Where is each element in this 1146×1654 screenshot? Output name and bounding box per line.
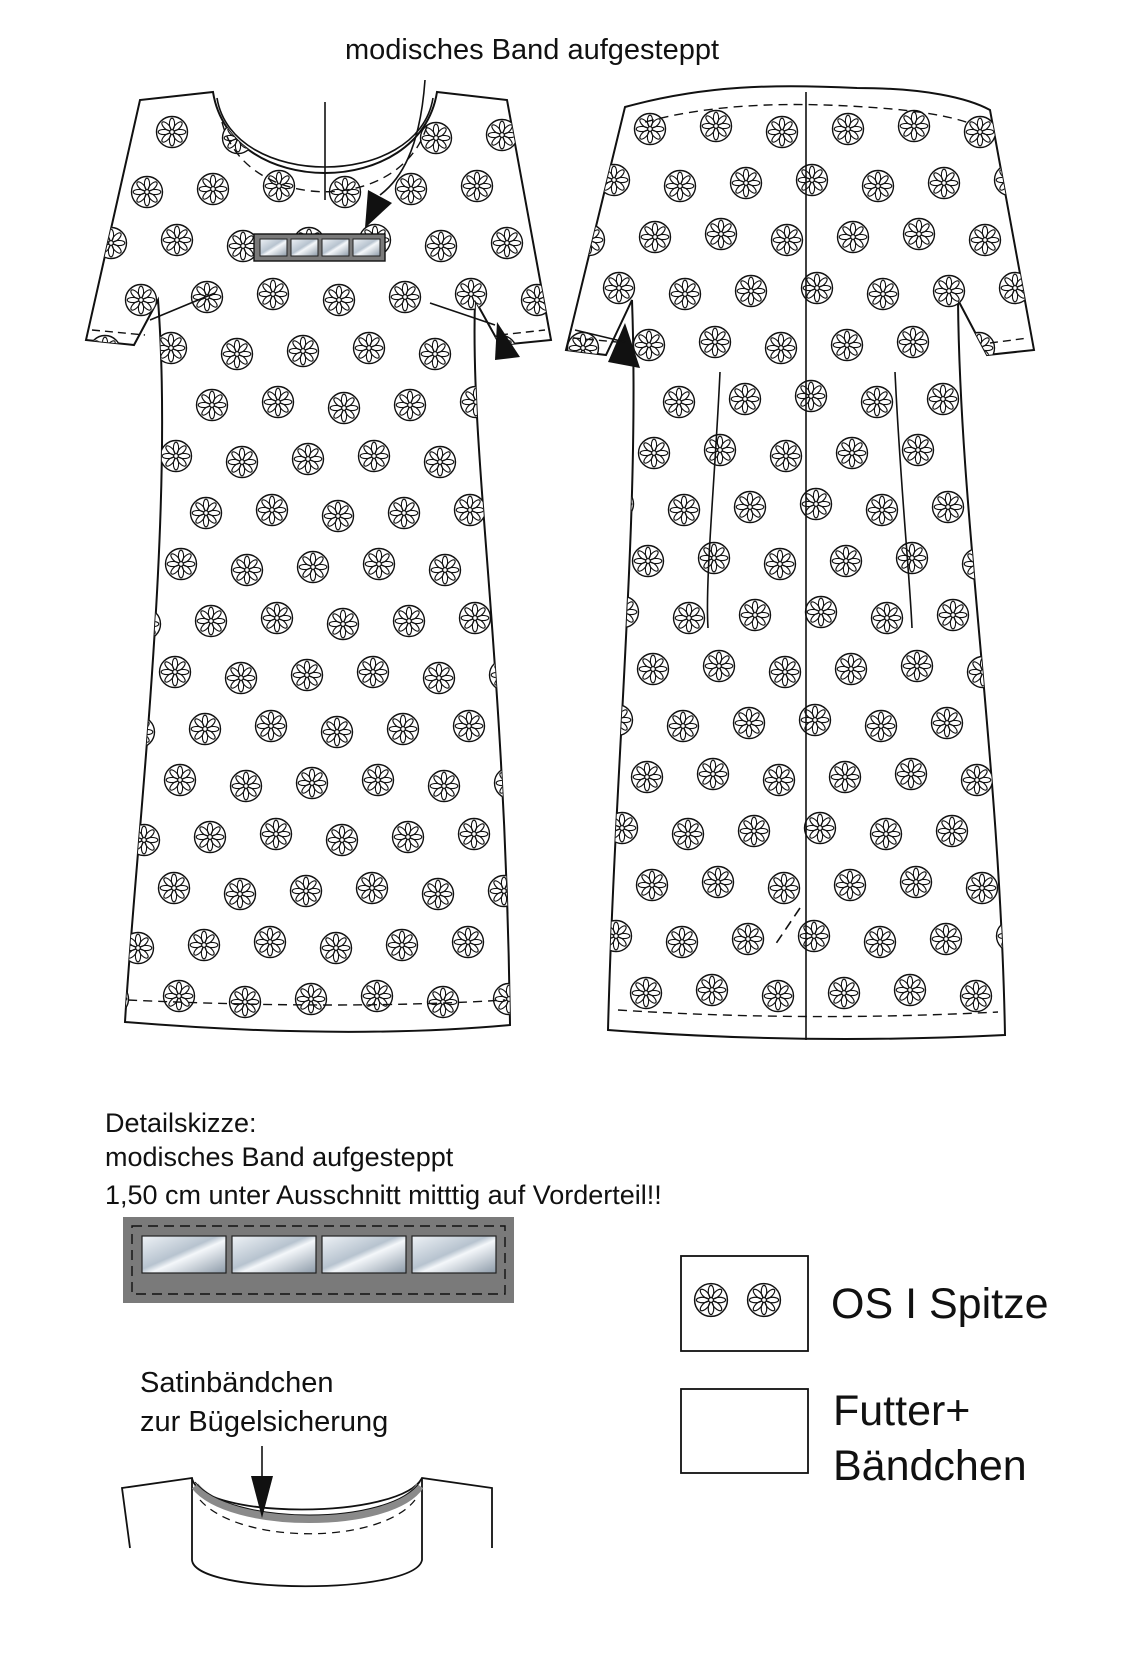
lace-flower-icon	[569, 117, 600, 148]
lace-flower-icon	[770, 657, 801, 688]
lace-flower-icon	[195, 822, 226, 853]
lace-flower-icon	[396, 174, 427, 205]
lace-flower-icon	[125, 501, 156, 532]
lace-flower-icon	[964, 333, 995, 364]
lace-flower-icon	[736, 276, 767, 307]
lace-flower-icon	[603, 489, 634, 520]
lace-flower-icon	[704, 651, 735, 682]
lace-flower-icon	[868, 279, 899, 310]
detail-line-3: 1,50 cm unter Ausschnitt mitttig auf Vorderteil!!	[105, 1180, 662, 1210]
lace-flower-icon	[165, 765, 196, 796]
lace-flower-icon	[298, 552, 329, 583]
lace-flower-icon	[225, 879, 256, 910]
lace-flower-icon	[829, 978, 860, 1009]
lace-flower-icon	[573, 441, 604, 472]
lace-flower-icon	[904, 219, 935, 250]
lace-flower-icon	[739, 816, 770, 847]
lace-flower-icon	[769, 873, 800, 904]
lace-flower-icon	[389, 498, 420, 529]
lace-flower-icon	[230, 987, 261, 1018]
lace-flower-icon	[525, 825, 556, 856]
lace-flower-icon	[734, 708, 765, 739]
lace-flower-icon	[706, 219, 737, 250]
lace-flower-icon	[832, 330, 863, 361]
lace-flower-icon	[161, 441, 192, 472]
lace-flower-icon	[931, 924, 962, 955]
lace-flower-icon	[256, 711, 287, 742]
lace-flower-icon	[601, 921, 632, 952]
lace-flower-icon	[667, 927, 698, 958]
lace-flower-icon	[429, 771, 460, 802]
lace-flower-icon	[197, 390, 228, 421]
lace-flower-icon	[292, 660, 323, 691]
lace-flower-icon	[522, 285, 553, 316]
lace-flower-icon	[962, 765, 993, 796]
lace-flower-icon	[420, 339, 451, 370]
lace-flower-icon	[565, 981, 596, 1012]
lace-flower-icon	[634, 330, 665, 361]
lace-flower-icon	[1004, 597, 1035, 628]
lace-flower-icon	[799, 921, 830, 952]
lace-flower-icon	[291, 876, 322, 907]
lace-flower-icon	[328, 609, 359, 640]
lace-flower-icon	[607, 813, 638, 844]
lace-flower-icon	[196, 606, 227, 637]
lace-flower-icon	[699, 543, 730, 574]
lace-flower-icon	[262, 603, 293, 634]
lace-flower-icon	[938, 600, 969, 631]
lace-flower-icon	[631, 978, 662, 1009]
lace-flower-icon	[730, 384, 761, 415]
lace-flower-icon	[324, 285, 355, 316]
lace-flower-icon	[297, 768, 328, 799]
lace-flower-icon	[160, 657, 191, 688]
front-ribbon	[254, 234, 385, 261]
lace-flower-icon	[998, 705, 1029, 736]
lace-flower-icon	[459, 819, 490, 850]
lace-flower-icon	[255, 927, 286, 958]
lace-flower-icon	[700, 327, 731, 358]
lace-flower-icon	[995, 165, 1026, 196]
lace-flower-icon	[131, 393, 162, 424]
lace-flower-icon	[100, 552, 131, 583]
lace-flower-icon	[288, 336, 319, 367]
lace-flower-icon	[430, 555, 461, 586]
lace-flower-icon	[129, 825, 160, 856]
lace-flower-icon	[640, 222, 671, 253]
lace-flower-icon	[491, 444, 522, 475]
lace-flower-icon	[572, 657, 603, 688]
lace-flower-icon	[296, 984, 327, 1015]
legend-label-lining-1: Futter+	[833, 1387, 971, 1435]
lace-flower-icon	[387, 930, 418, 961]
lace-flower-icon	[838, 222, 869, 253]
lace-flower-icon	[872, 603, 903, 634]
lace-flower-icon	[394, 606, 425, 637]
lace-flower-icon	[99, 768, 130, 799]
lace-flower-icon	[836, 654, 867, 685]
lace-flower-icon	[862, 387, 893, 418]
legend-label-lace: OS I Spitze	[831, 1280, 1049, 1328]
lace-flower-icon	[901, 867, 932, 898]
satin-label-line-1: Satinbändchen	[140, 1367, 334, 1399]
lace-flower-icon	[189, 930, 220, 961]
lace-flower-icon	[599, 165, 630, 196]
lace-flower-icon	[670, 279, 701, 310]
lace-flower-icon	[526, 609, 557, 640]
legend	[681, 1256, 808, 1473]
lace-flower-icon	[928, 384, 959, 415]
front-dress-view	[86, 80, 559, 1032]
lace-flower-icon	[355, 117, 386, 148]
lace-flower-icon	[764, 765, 795, 796]
lace-flower-icon	[898, 327, 929, 358]
lace-flower-icon	[994, 381, 1025, 412]
lace-flower-icon	[740, 600, 771, 631]
lace-flower-icon	[263, 387, 294, 418]
lace-flower-icon	[428, 987, 459, 1018]
lace-flower-icon	[232, 555, 263, 586]
lace-flower-icon	[797, 165, 828, 196]
lace-flower-icon	[354, 333, 385, 364]
lace-flower-icon	[258, 279, 289, 310]
lace-flower-icon	[961, 981, 992, 1012]
lace-flower-icon	[637, 870, 668, 901]
lace-flower-icon	[833, 114, 864, 145]
lace-flower-icon	[765, 549, 796, 580]
lace-flower-icon	[598, 381, 629, 412]
lace-flower-icon	[903, 435, 934, 466]
lace-flower-icon	[796, 381, 827, 412]
lace-flower-icon	[767, 117, 798, 148]
lace-flower-icon	[831, 546, 862, 577]
lace-flower-icon	[357, 873, 388, 904]
lace-flower-icon	[490, 660, 521, 691]
lace-flower-icon	[669, 495, 700, 526]
lace-flower-icon	[703, 867, 734, 898]
lace-flower-icon	[453, 927, 484, 958]
lace-flower-icon	[665, 171, 696, 202]
lace-flower-icon	[166, 549, 197, 580]
lace-flower-icon	[96, 228, 127, 259]
lace-flower-icon	[198, 174, 229, 205]
detail-title: Detailskizze:	[105, 1108, 257, 1138]
lace-flower-icon	[395, 390, 426, 421]
lace-flower-icon	[697, 975, 728, 1006]
lace-flower-icon	[896, 759, 927, 790]
satin-neck-detail	[122, 1446, 492, 1586]
lace-flower-icon	[571, 873, 602, 904]
lace-flower-icon	[632, 762, 663, 793]
lace-flower-icon	[602, 705, 633, 736]
lace-flower-icon	[496, 552, 527, 583]
lace-flower-icon	[425, 447, 456, 478]
lace-flower-icon	[705, 435, 736, 466]
lace-flower-icon	[932, 708, 963, 739]
lace-flower-icon	[837, 438, 868, 469]
lace-flower-icon	[902, 651, 933, 682]
lace-flower-icon	[95, 444, 126, 475]
lace-flower-icon	[967, 873, 998, 904]
lace-flower-icon	[528, 177, 559, 208]
lace-flower-icon	[867, 495, 898, 526]
lace-flower-icon	[231, 771, 262, 802]
lace-flower-icon	[460, 603, 491, 634]
lace-flower-icon	[674, 603, 705, 634]
lace-flower-icon	[454, 711, 485, 742]
lace-flower-icon	[897, 543, 928, 574]
lace-flower-icon	[574, 225, 605, 256]
lace-flower-icon	[965, 117, 996, 148]
lace-flower-icon	[126, 285, 157, 316]
lace-flower-icon	[566, 765, 597, 796]
lace-flower-icon	[492, 228, 523, 259]
lace-flower-icon	[865, 927, 896, 958]
lace-flower-icon	[664, 387, 695, 418]
lace-flower-icon	[456, 279, 487, 310]
lace-flower-icon	[771, 441, 802, 472]
lace-flower-icon	[933, 492, 964, 523]
lace-flower-icon	[489, 876, 520, 907]
lace-flower-icon	[327, 825, 358, 856]
lace-flower-icon	[261, 819, 292, 850]
lace-flower-icon	[227, 447, 258, 478]
lace-flower-icon	[639, 438, 670, 469]
lace-flower-icon	[132, 177, 163, 208]
lace-flower-icon	[835, 870, 866, 901]
lace-flower-icon	[90, 336, 121, 367]
lace-flower-icon	[162, 225, 193, 256]
lace-flower-icon	[264, 171, 295, 202]
lace-flower-icon	[801, 489, 832, 520]
lace-flower-icon	[735, 492, 766, 523]
lace-flower-icon	[190, 714, 221, 745]
legend-swatch-plain	[681, 1389, 808, 1473]
lace-flower-icon	[772, 225, 803, 256]
satin-label-line-2: zur Bügelsicherung	[140, 1406, 389, 1438]
lace-flower-icon	[91, 120, 122, 151]
lace-flower-icon	[633, 546, 664, 577]
lace-flower-icon	[164, 981, 195, 1012]
lace-flower-icon	[322, 717, 353, 748]
lace-flower-icon	[673, 819, 704, 850]
lace-flower-icon	[604, 273, 635, 304]
lace-flower-icon	[362, 981, 393, 1012]
lace-flower-icon	[929, 168, 960, 199]
lace-flower-icon	[462, 171, 493, 202]
lace-flower-icon	[424, 663, 455, 694]
lace-flower-icon	[390, 282, 421, 313]
lace-flower-icon	[159, 873, 190, 904]
lace-flower-icon	[455, 495, 486, 526]
lace-flower-icon	[701, 111, 732, 142]
lace-flower-icon	[363, 765, 394, 796]
lace-flower-icon	[638, 654, 669, 685]
lace-flower-icon	[527, 393, 558, 424]
lace-flower-icon	[698, 759, 729, 790]
lace-flower-icon	[733, 924, 764, 955]
lace-flower-icon	[895, 975, 926, 1006]
lace-flower-icon	[806, 597, 837, 628]
lace-flower-icon	[899, 111, 930, 142]
lace-flower-icon	[934, 276, 965, 307]
lace-flower-icon	[364, 549, 395, 580]
lace-flower-icon	[969, 441, 1000, 472]
lace-flower-icon	[359, 441, 390, 472]
lace-flower-icon	[321, 933, 352, 964]
lace-flower-icon	[731, 168, 762, 199]
lace-flower-icon	[997, 921, 1028, 952]
lace-flower-icon	[1000, 273, 1031, 304]
lace-flower-icon	[999, 489, 1030, 520]
lace-flower-icon	[226, 663, 257, 694]
lace-flower-icon	[123, 933, 154, 964]
back-dress-view	[565, 86, 1035, 1040]
lace-flower-icon	[358, 657, 389, 688]
lace-flower-icon	[567, 549, 598, 580]
lace-flower-icon	[568, 333, 599, 364]
detail-ribbon	[123, 1217, 514, 1303]
lace-flower-icon	[388, 714, 419, 745]
lace-flower-icon	[1003, 813, 1034, 844]
lace-flower-icon	[963, 549, 994, 580]
lace-flower-icon	[222, 339, 253, 370]
lace-flower-icon	[871, 819, 902, 850]
lace-flower-icon	[257, 495, 288, 526]
lace-flower-icon	[866, 711, 897, 742]
lace-flower-icon	[763, 981, 794, 1012]
lace-flower-icon	[830, 762, 861, 793]
lace-flower-icon	[495, 768, 526, 799]
lace-flower-icon	[668, 711, 699, 742]
lace-flower-icon	[323, 501, 354, 532]
lace-flower-icon	[608, 597, 639, 628]
lace-flower-icon	[766, 333, 797, 364]
lace-flower-icon	[124, 717, 155, 748]
lace-flower-icon	[329, 393, 360, 424]
lace-flower-icon	[805, 813, 836, 844]
lace-flower-icon	[289, 120, 320, 151]
lace-flower-icon	[863, 171, 894, 202]
lace-flower-icon	[94, 660, 125, 691]
lace-flower-icon	[157, 117, 188, 148]
lace-flower-icon	[800, 705, 831, 736]
lace-flower-icon	[519, 933, 550, 964]
lace-flower-icon	[748, 1284, 781, 1317]
lace-flower-icon	[421, 123, 452, 154]
lace-flower-icon	[293, 444, 324, 475]
lace-flower-icon	[426, 231, 457, 262]
lace-flower-icon	[98, 984, 129, 1015]
front-ribbon-label: modisches Band aufgesteppt	[345, 34, 720, 66]
lace-flower-icon	[191, 498, 222, 529]
lace-flower-icon	[487, 120, 518, 151]
lace-flower-icon	[937, 816, 968, 847]
lace-flower-icon	[695, 1284, 728, 1317]
lace-flower-icon	[130, 609, 161, 640]
lace-flower-icon	[521, 501, 552, 532]
lace-flower-icon	[520, 717, 551, 748]
lace-flower-icon	[423, 879, 454, 910]
lace-flower-icon	[93, 876, 124, 907]
detail-line-2: modisches Band aufgesteppt	[105, 1142, 454, 1172]
lace-flower-icon	[494, 984, 525, 1015]
lace-flower-icon	[970, 225, 1001, 256]
legend-label-lining-2: Bändchen	[833, 1442, 1027, 1490]
lace-flower-icon	[393, 822, 424, 853]
